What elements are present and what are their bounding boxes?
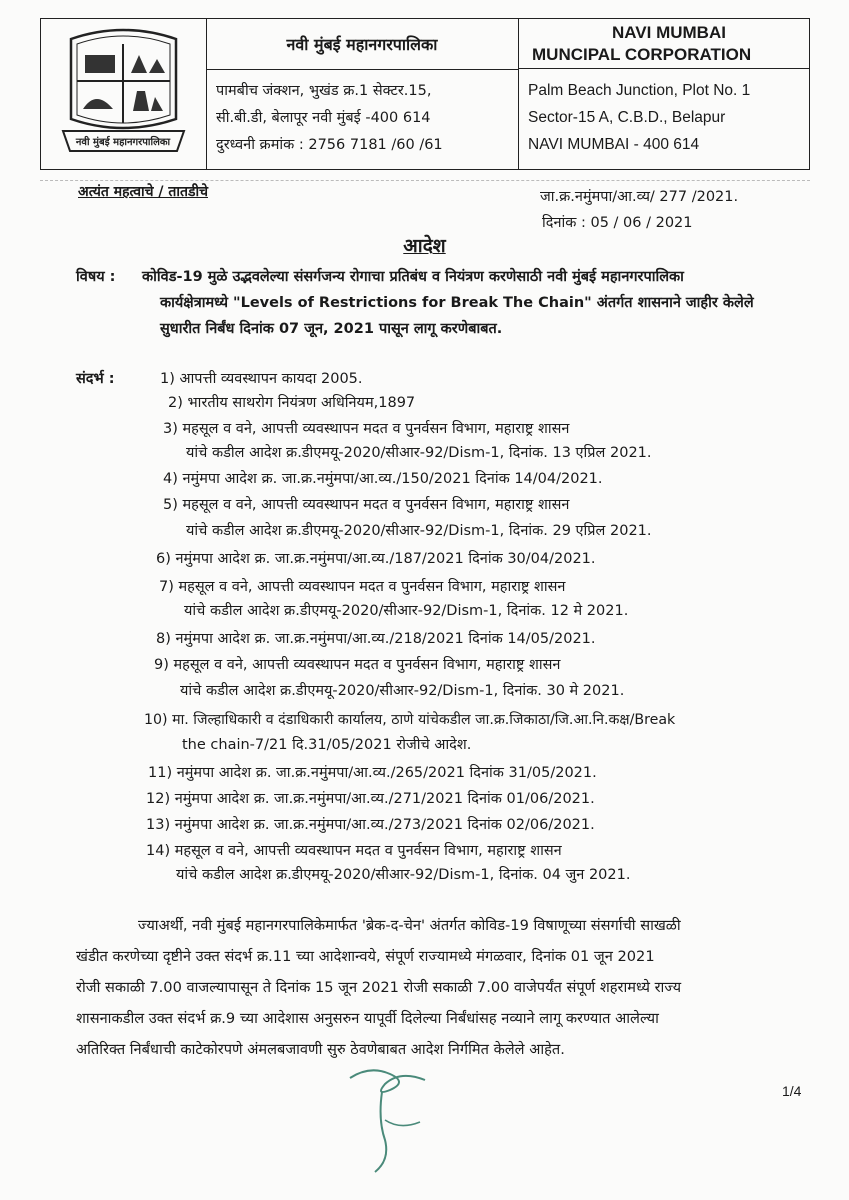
english-address-line: Palm Beach Junction, Plot No. 1	[528, 82, 751, 99]
municipal-emblem	[41, 19, 206, 169]
reference-item: 4) नमुंमपा आदेश क्र. जा.क्र.नमुंमपा/आ.व्य./150/2021 दिनांक 14/04/2021.	[163, 471, 603, 487]
english-corporation-name	[518, 19, 809, 69]
reference-item: 11) नमुंमपा आदेश क्र. जा.क्र.नमुंमपा/आ.व्य./265/2021 दिनांक 31/05/2021.	[148, 765, 597, 781]
reference-item-continued: the chain-7/21 दि.31/05/2021 रोजीचे आदेश.	[182, 737, 472, 753]
reference-item-continued: यांचे कडील आदेश क्र.डीएमयू-2020/सीआर-92/Dism-1, दिनांक. 04 जुन 2021.	[176, 867, 631, 883]
reference-item-continued: यांचे कडील आदेश क्र.डीएमयू-2020/सीआर-92/Dism-1, दिनांक. 30 मे 2021.	[180, 683, 625, 699]
marathi-address-line: पामबीच जंक्शन, भुखंड क्र.1 सेक्टर.15,	[216, 83, 432, 99]
emblem-text: नवी मुंबई महानगरपालिका	[75, 137, 171, 148]
marathi-phone-line: दुरध्वनी क्रमांक : 2756 7181 /60 /61	[216, 137, 443, 153]
reference-item-continued: यांचे कडील आदेश क्र.डीएमयू-2020/सीआर-92/Dism-1, दिनांक. 29 एप्रिल 2021.	[186, 523, 652, 539]
reference-item: 9) महसूल व वने, आपत्ती व्यवस्थापन मदत व पुनर्वसन विभाग, महाराष्ट्र शासन	[154, 657, 561, 673]
english-header	[518, 19, 809, 169]
marathi-corporation-name: नवी मुंबई महानगरपालिका	[206, 19, 518, 70]
paragraph-line: ज्याअर्थी, नवी मुंबई महानगरपालिकेमार्फत 'ब्रेक-द-चेन' अंतर्गत कोविड-19 विषाणूच्या संसर्गाची साखळी	[138, 917, 681, 934]
urgent-label: अत्यंत महत्वाचे / तातडीचे	[78, 184, 208, 200]
subject-block	[76, 264, 816, 342]
reference-item: 12) नमुंमपा आदेश क्र. जा.क्र.नमुंमपा/आ.व्य./271/2021 दिनांक 01/06/2021.	[146, 791, 595, 807]
reference-item-continued: यांचे कडील आदेश क्र.डीएमयू-2020/सीआर-92/Dism-1, दिनांक. 12 मे 2021.	[184, 603, 629, 619]
subject-line: कार्यक्षेत्रामध्ये "Levels of Restrictions for Break The Chain" अंतर्गत शासनाने जाहीर केलेले	[160, 295, 754, 311]
order-date: दिनांक : 05 / 06 / 2021	[542, 215, 693, 231]
paragraph-line: शासनाकडील उक्त संदर्भ क्र.9 च्या आदेशास अनुसरुन यापूर्वी दिलेल्या निर्बंधांसह नव्याने लागू करण्यात आलेल्या	[76, 1010, 659, 1027]
reference-item: 14) महसूल व वने, आपत्ती व्यवस्थापन मदत व पुनर्वसन विभाग, महाराष्ट्र शासन	[146, 843, 562, 859]
signature	[330, 1060, 450, 1180]
english-address	[518, 69, 809, 158]
references-label: संदर्भ :	[76, 371, 115, 387]
reference-item: 3) महसूल व वने, आपत्ती व्यवस्थापन मदत व पुनर्वसन विभाग, महाराष्ट्र शासन	[163, 421, 570, 437]
subject-line: कोविड-19 मुळे उद्भवलेल्या संसर्गजन्य रोगाचा प्रतिबंध व नियंत्रण करणेसाठी नवी मुंबई महानगरपालिका	[142, 269, 684, 285]
paragraph-line: रोजी सकाळी 7.00 वाजल्यापासून ते दिनांक 15 जून 2021 रोजी सकाळी 7.00 वाजेपर्यंत संपूर्ण शहरामध्ये राज्य	[76, 979, 682, 996]
english-name-line: MUNCIPAL CORPORATION	[532, 45, 752, 64]
reference-item: 2) भारतीय साथरोग नियंत्रण अधिनियम,1897	[168, 395, 416, 411]
english-address-line: NAVI MUMBAI - 400 614	[528, 136, 700, 153]
page-number: 1/4	[782, 1083, 802, 1099]
letterhead	[40, 18, 810, 170]
english-name-line: NAVI MUMBAI	[612, 23, 726, 42]
english-address-line: Sector-15 A, C.B.D., Belapur	[528, 109, 726, 126]
reference-item: 8) नमुंमपा आदेश क्र. जा.क्र.नमुंमपा/आ.व्य./218/2021 दिनांक 14/05/2021.	[156, 631, 596, 647]
paragraph-line: अतिरिक्त निर्बंधाची काटेकोरपणे अंमलबजावणी सुरु ठेवणेबाबत आदेश निर्गमित केलेले आहेत.	[76, 1041, 565, 1058]
marathi-address-line: सी.बी.डी, बेलापूर नवी मुंबई -400 614	[216, 110, 431, 126]
paragraph-line: खंडीत करणेच्या दृष्टीने उक्त संदर्भ क्र.11 च्या आदेशान्वये, संपूर्ण राज्यामध्ये मंगळवार, दिनांक 01 जून 2021	[76, 948, 655, 965]
reference-item: 6) नमुंमपा आदेश क्र. जा.क्र.नमुंमपा/आ.व्य./187/2021 दिनांक 30/04/2021.	[156, 551, 596, 567]
marathi-address	[206, 70, 518, 159]
reference-block	[540, 184, 738, 236]
subject-label: विषय :	[76, 269, 116, 285]
marathi-header	[206, 19, 519, 169]
logo-cell	[41, 19, 207, 169]
divider	[40, 180, 810, 181]
reference-item: 13) नमुंमपा आदेश क्र. जा.क्र.नमुंमपा/आ.व्य./273/2021 दिनांक 02/06/2021.	[146, 817, 595, 833]
reference-item: 7) महसूल व वने, आपत्ती व्यवस्थापन मदत व पुनर्वसन विभाग, महाराष्ट्र शासन	[159, 579, 566, 595]
reference-number: जा.क्र.नमुंमपा/आ.व्य/ 277 /2021.	[540, 189, 739, 205]
body-paragraph	[76, 910, 806, 1065]
reference-item: 10) मा. जिल्हाधिकारी व दंडाधिकारी कार्यालय, ठाणे यांचेकडील जा.क्र.जिकाठा/जि.आ.नि.कक्ष/Break	[144, 712, 676, 728]
reference-item: 1) आपत्ती व्यवस्थापन कायदा 2005.	[160, 371, 363, 387]
reference-item-continued: यांचे कडील आदेश क्र.डीएमयू-2020/सीआर-92/Dism-1, दिनांक. 13 एप्रिल 2021.	[186, 445, 652, 461]
reference-item: 5) महसूल व वने, आपत्ती व्यवस्थापन मदत व पुनर्वसन विभाग, महाराष्ट्र शासन	[163, 497, 570, 513]
subject-line: सुधारीत निर्बंध दिनांक 07 जून, 2021 पासून लागू करणेबाबत.	[160, 321, 503, 337]
order-heading: आदेश	[403, 235, 446, 257]
